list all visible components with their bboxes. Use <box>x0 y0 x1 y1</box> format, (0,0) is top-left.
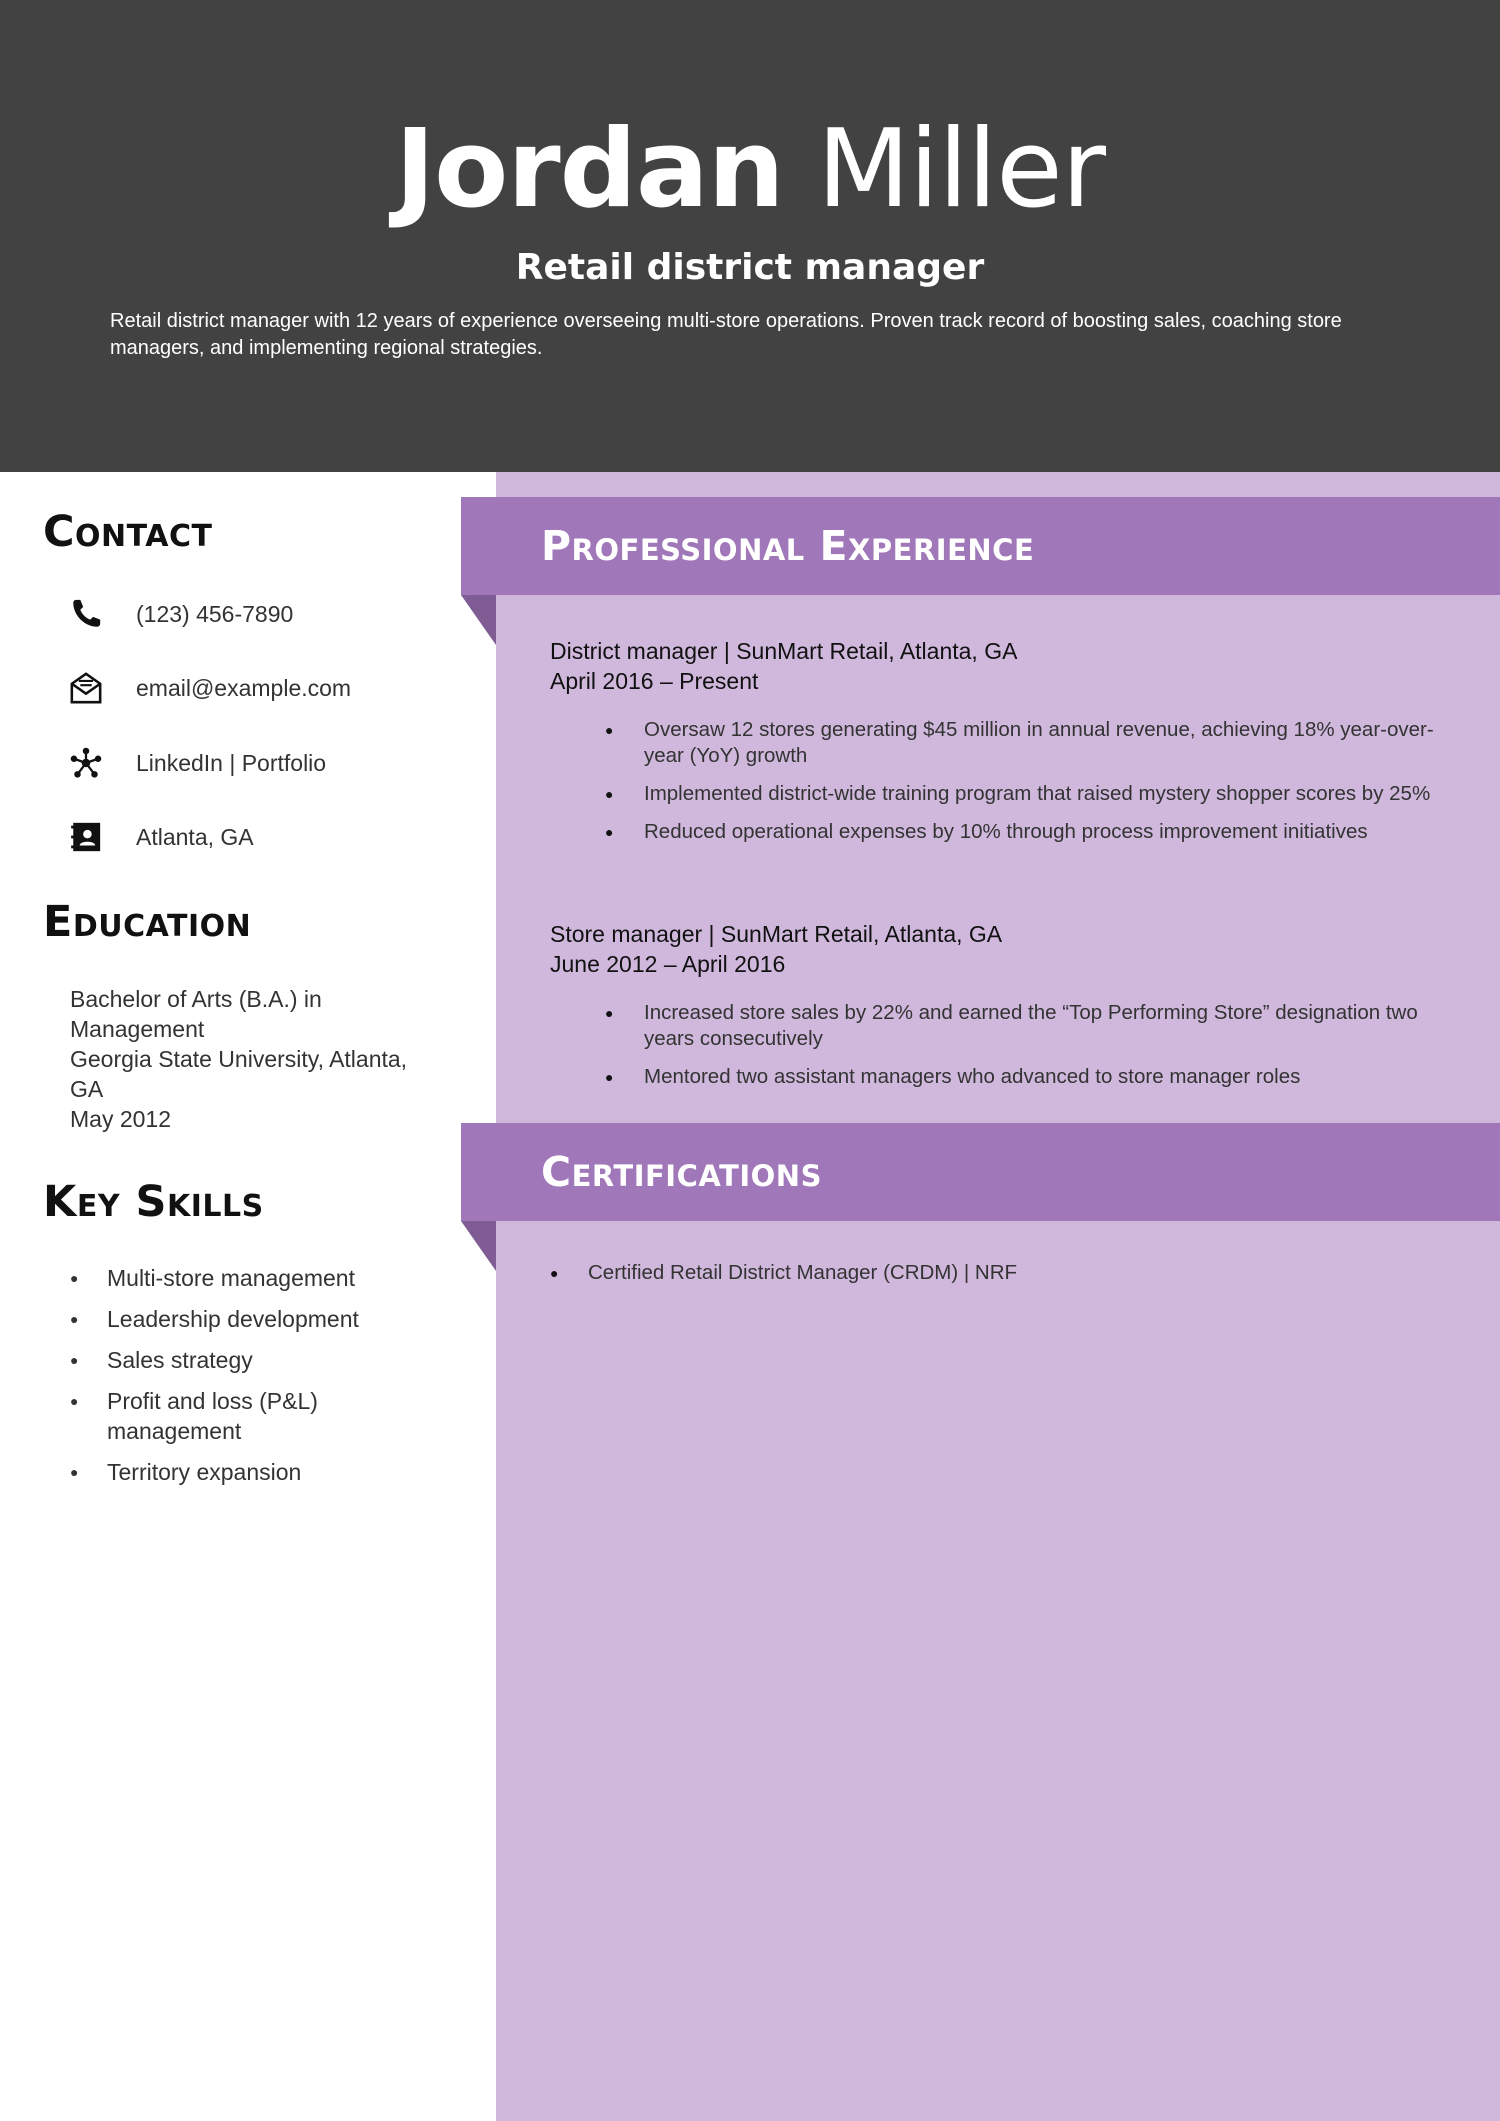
contact-location <box>68 817 254 857</box>
experience-heading: Professional Experience <box>541 522 1035 570</box>
skills-heading: Key Skills <box>43 1177 264 1227</box>
job-entry-1-bullets <box>605 717 1455 857</box>
certifications-heading: Certifications <box>541 1148 822 1196</box>
candidate-name <box>0 100 1500 240</box>
education-date: May 2012 <box>70 1106 172 1132</box>
job-role-line: Store manager | SunMart Retail, Atlanta, GA <box>550 921 1003 947</box>
education-degree-line1: Bachelor of Arts (B.A.) in <box>70 986 322 1012</box>
certifications-banner-fold <box>461 1221 496 1271</box>
list-item: ● Increased store sales by 22% and earned the “Top Performing Store” designation two years consecutively <box>605 1000 1455 1052</box>
contact-location-text: Atlanta, GA <box>136 824 254 850</box>
list-item: ● Multi-store management <box>70 1263 410 1293</box>
contact-links-text[interactable]: LinkedIn | Portfolio <box>136 750 327 776</box>
education-entry <box>70 984 450 1134</box>
skills-list <box>70 1263 410 1498</box>
list-item: ● Leadership development <box>70 1304 410 1334</box>
job-dates: June 2012 – April 2016 <box>550 951 786 977</box>
list-item: ● Reduced operational expenses by 10% through process improvement initiatives <box>605 819 1455 845</box>
resume-header <box>0 0 1500 472</box>
profile-summary: Retail district manager with 12 years of experience overseeing multi-store operations. Proven track record of boosting sales, coaching store managers, and implementing regional strategies. <box>110 310 1342 359</box>
phone-icon <box>68 596 104 632</box>
list-item: ● Certified Retail District Manager (CRDM) | NRF <box>550 1260 1450 1286</box>
list-item: ● Oversaw 12 stores generating $45 million in annual revenue, achieving 18% year-over-year (YoY) growth <box>605 717 1455 769</box>
job-dates: April 2016 – Present <box>550 668 759 694</box>
job-role-line: District manager | SunMart Retail, Atlanta, GA <box>550 638 1018 664</box>
experience-banner <box>461 497 1500 595</box>
certifications-list <box>550 1260 1450 1286</box>
first-name: Jordan <box>394 107 784 232</box>
job-title: Retail district manager <box>515 247 985 288</box>
job-entry-2-bullets <box>605 1000 1455 1102</box>
contact-phone <box>68 594 294 634</box>
job-entry-2-header <box>550 919 1450 979</box>
contact-email[interactable] <box>68 668 352 708</box>
list-item: ● Sales strategy <box>70 1345 410 1375</box>
list-item: ● Implemented district-wide training program that raised mystery shopper scores by 25% <box>605 781 1455 807</box>
last-name: Miller <box>817 107 1106 232</box>
contact-heading: Contact <box>43 507 213 557</box>
contact-links[interactable] <box>68 743 327 783</box>
list-item: ● Mentored two assistant managers who advanced to store manager roles <box>605 1064 1455 1090</box>
contact-phone-text: (123) 456-7890 <box>136 601 294 627</box>
list-item: ● Profit and loss (P&L) management <box>70 1386 410 1446</box>
education-school-line2: GA <box>70 1076 104 1102</box>
network-icon <box>68 745 104 781</box>
education-degree-line2: Management <box>70 1016 205 1042</box>
job-entry-1-header <box>550 636 1450 696</box>
education-school-line1: Georgia State University, Atlanta, <box>70 1046 408 1072</box>
experience-banner-fold <box>461 595 496 645</box>
list-item: ● Territory expansion <box>70 1457 410 1487</box>
contact-email-text[interactable]: email@example.com <box>136 675 352 701</box>
contact-card-icon <box>68 819 104 855</box>
education-heading: Education <box>43 897 252 947</box>
certifications-banner <box>461 1123 1500 1221</box>
envelope-icon <box>68 670 104 706</box>
